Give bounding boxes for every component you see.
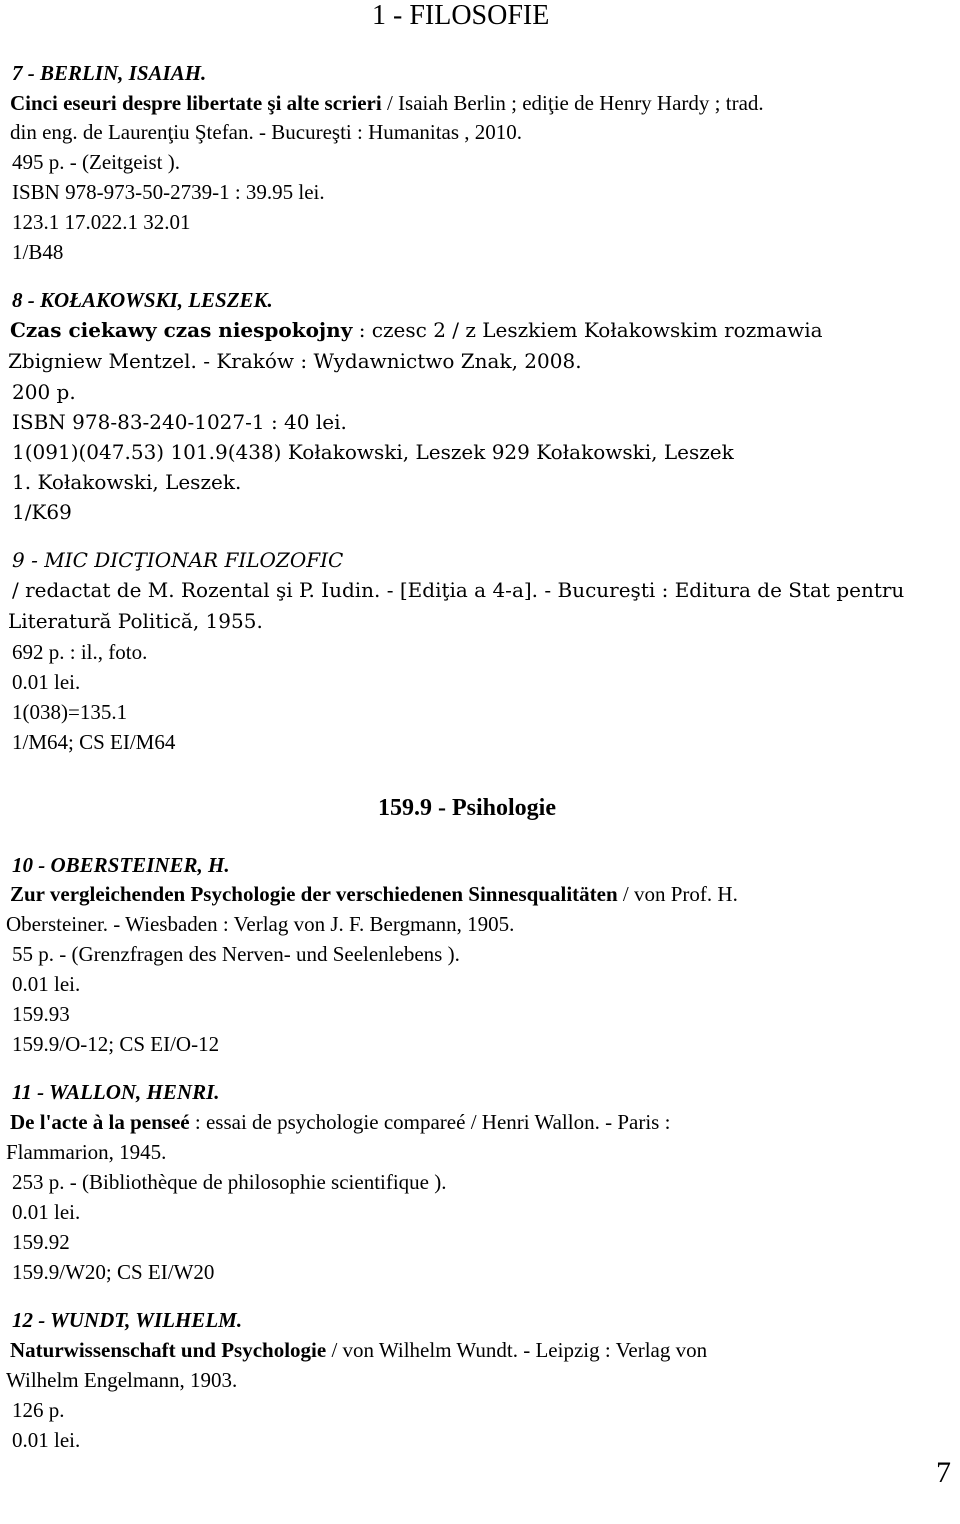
entry-heading: 9 - MIC DICŢIONAR FILOZOFIC	[12, 548, 344, 572]
entry-heading: 7 - BERLIN, ISAIAH.	[12, 61, 207, 85]
entry-heading: 12 - WUNDT, WILHELM.	[12, 1308, 243, 1332]
entry-line: Literatură Politică, 1955.	[8, 609, 263, 633]
entry-title-rest: / Isaiah Berlin ; ediţie de Henry Hardy ; trad.	[381, 91, 764, 115]
entry-heading: 8 - KOŁAKOWSKI, LESZEK.	[12, 288, 273, 312]
entry-title-line	[12, 580, 904, 600]
page-number: 7	[936, 1456, 951, 1489]
entry-line: 1(038)=135.1	[12, 700, 128, 724]
entry-line: 1/M64; CS EI/M64	[12, 730, 176, 754]
entry-line: Zbigniew Mentzel. - Kraków : Wydawnictwo Znak, 2008.	[8, 349, 582, 373]
entry-line: 0.01 lei.	[12, 670, 81, 694]
entry-line: din eng. de Laurenţiu Ştefan. - Bucureşti : Humanitas , 2010.	[10, 120, 523, 144]
entry-title: De l'acte à la penseé	[10, 1110, 190, 1134]
entry-line: ISBN 978-83-240-1027-1 : 40 lei.	[12, 410, 347, 434]
entry-title: Cinci eseuri despre libertate şi alte scrieri	[10, 91, 382, 115]
entry-line: 0.01 lei.	[12, 1428, 81, 1452]
entry-title: Naturwissenschaft und Psychologie	[10, 1338, 327, 1362]
entry-line: 159.92	[12, 1230, 70, 1254]
entry-title-line	[10, 884, 738, 905]
entry-line: ISBN 978-973-50-2739-1 : 39.95 lei.	[12, 180, 325, 204]
page-title: 1 - FILOSOFIE	[372, 0, 550, 31]
entry-line: Obersteiner. - Wiesbaden : Verlag von J. F. Bergmann, 1905.	[6, 912, 515, 936]
entry-line: 126 p.	[12, 1398, 65, 1422]
entry-line: 159.93	[12, 1002, 70, 1026]
entry-line: 495 p. - (Zeitgeist ).	[12, 150, 180, 174]
entry-line: 253 p. - (Bibliothèque de philosophie scientifique ).	[12, 1170, 447, 1194]
entry-title-line	[10, 320, 823, 340]
entry-line: 200 p.	[12, 380, 76, 404]
entry-line: 1/B48	[12, 240, 64, 264]
entry-line: 0.01 lei.	[12, 1200, 81, 1224]
entry-title: Czas ciekawy czas niespokojny	[10, 318, 353, 342]
entry-title: Zur vergleichenden Psychologie der verschiedenen Sinnesqualitäten	[10, 882, 618, 906]
entry-line: Wilhelm Engelmann, 1903.	[6, 1368, 238, 1392]
entry-line: 159.9/O-12; CS EI/O-12	[12, 1032, 220, 1056]
entry-title-line	[10, 1340, 707, 1361]
entry-line: 1. Kołakowski, Leszek.	[12, 470, 242, 494]
entry-line: 0.01 lei.	[12, 972, 81, 996]
section-title: 159.9 - Psihologie	[378, 795, 556, 821]
entry-title-line	[10, 93, 764, 114]
entry-heading: 10 - OBERSTEINER, H.	[12, 853, 230, 877]
entry-line: 123.1 17.022.1 32.01	[12, 210, 191, 234]
entry-title-rest: : essai de psychologie compareé / Henri Wallon. - Paris :	[189, 1110, 671, 1134]
entry-title-rest: / von Wilhelm Wundt. - Leipzig : Verlag von	[326, 1338, 708, 1362]
entry-line: 159.9/W20; CS EI/W20	[12, 1260, 215, 1284]
entry-title-line	[10, 1112, 670, 1133]
entry-title-rest: : czesc 2 / z Leszkiem Kołakowskim rozmawia	[352, 318, 823, 342]
entry-heading: 11 - WALLON, HENRI.	[12, 1080, 220, 1104]
entry-line: 1/K69	[12, 500, 72, 524]
entry-title-rest: / von Prof. H.	[617, 882, 738, 906]
entry-line: Flammarion, 1945.	[6, 1140, 167, 1164]
entry-line: 692 p. : il., foto.	[12, 640, 148, 664]
entry-title-rest: / redactat de M. Rozental şi P. Iudin. - [Ediţia a 4-a]. - Bucureşti : Editura de Stat pentru	[12, 578, 905, 602]
entry-line: 1(091)(047.53) 101.9(438) Kołakowski, Leszek 929 Kołakowski, Leszek	[12, 440, 734, 464]
entry-line: 55 p. - (Grenzfragen des Nerven- und Seelenlebens ).	[12, 942, 460, 966]
